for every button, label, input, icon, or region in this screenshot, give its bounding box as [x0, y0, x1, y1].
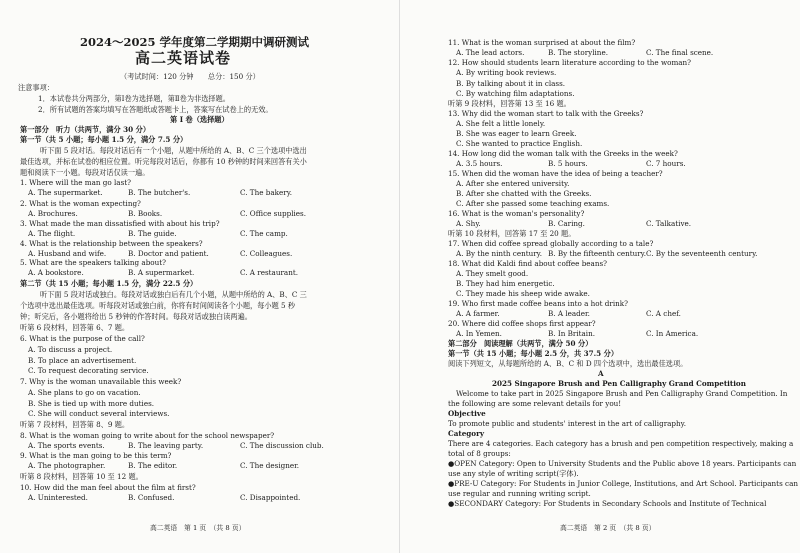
text-line: C. After she passed some teaching exams.	[456, 199, 610, 208]
answer-option: C. By the seventeenth century.	[646, 249, 758, 258]
text-line: 1．本试卷共分两部分，第Ⅰ卷为选择题，第Ⅱ卷为非选择题。	[38, 94, 230, 103]
text-line: 第一节（共 15 小题；每小题 2.5 分，共 37.5 分）	[448, 349, 619, 358]
answer-option: B. 5 hours.	[548, 159, 588, 168]
text-line: 8. What is the woman going to write about for the school newspaper?	[20, 431, 275, 440]
text-line: 2. What is the woman expecting?	[20, 199, 141, 208]
text-line: use any style of writing script(字体).	[448, 469, 579, 478]
text-line: A. After she entered university.	[456, 179, 570, 188]
text-line: 4. What is the relationship between the speakers?	[20, 239, 203, 248]
text-line: Category	[448, 429, 485, 438]
text-line: 个选项中选出最佳选项。听每段对话或独白前，你将有时间阅读各个小题，每小题 5 秒	[20, 301, 296, 310]
text-line: 第一部分 听力（共两节，满分 30 分）	[20, 125, 151, 134]
text-line: C. By watching film adaptations.	[456, 89, 575, 98]
page-footer: 高二英语 第 2 页 （共 8 页）	[560, 524, 656, 532]
text-line: 9. What is the man going to be this term?	[20, 451, 172, 460]
answer-option: A. The sports events.	[28, 441, 105, 450]
answer-option: C. 7 hours.	[646, 159, 686, 168]
text-line: 15. When did the woman have the idea of being a teacher?	[448, 169, 663, 178]
text-line: 2．所有试题的答案均填写在答题纸或答题卡上，答案写在试卷上的无效。	[38, 105, 273, 114]
answer-option: B. Doctor and patient.	[128, 249, 209, 258]
text-line: 14. How long did the woman talk with the Greeks in the week?	[448, 149, 678, 158]
text-line: 2025 Singapore Brush and Pen Calligraphy Grand Competition	[492, 379, 746, 388]
text-line: B. To place an advertisement.	[28, 356, 137, 365]
text-line: 5. What are the speakers talking about?	[20, 258, 167, 267]
answer-option: B. The storyline.	[548, 48, 608, 57]
text-line: To promote public and students' interest in the art of calligraphy.	[448, 419, 687, 428]
text-line: 6. What is the purpose of the call?	[20, 334, 145, 343]
answer-option: A. Brochures.	[28, 209, 78, 218]
text-line: 11. What is the woman surprised at about the film?	[448, 38, 636, 47]
text-line: A. By writing book reviews.	[456, 68, 557, 77]
page-footer: 高二英语 第 1 页 （共 8 页）	[150, 524, 246, 532]
text-line: 最佳选项，并标在试卷的相应位置。听完每段对话后，你都有 10 秒钟的时间来回答有关小	[20, 157, 307, 166]
text-line: C. She wanted to practice English.	[456, 139, 583, 148]
text-line: 1. Where will the man go last?	[20, 178, 132, 187]
text-line: 听第 6 段材料，回答第 6、7 题。	[20, 323, 130, 332]
answer-option: A. 3.5 hours.	[456, 159, 503, 168]
text-line: 听下面 5 段对话。每段对话后有一个小题，从题中所给的 A、B、C 三个选项中选出	[40, 146, 307, 155]
text-line: 听下面 5 段对话或独白。每段对话或独白后有几个小题，从题中所给的 A、B、C 三	[40, 290, 307, 299]
text-line: 13. Why did the woman start to talk with the Greeks?	[448, 109, 644, 118]
answer-option: A. A bookstore.	[28, 268, 84, 277]
text-line: B. After she chatted with the Greeks.	[456, 189, 592, 198]
answer-option: C. The final scene.	[646, 48, 714, 57]
text-line: Objective	[448, 409, 486, 418]
answer-option: A. The lead actors.	[456, 48, 525, 57]
answer-option: A. A farmer.	[456, 309, 500, 318]
answer-option: C. A chef.	[646, 309, 681, 318]
answer-option: A. Shy.	[456, 219, 481, 228]
text-line: 第二部分 阅读理解（共两节，满分 50 分）	[448, 339, 593, 348]
text-line: A. She plans to go on vacation.	[28, 388, 141, 397]
text-line: 7. Why is the woman unavailable this week?	[20, 377, 182, 386]
text-line: C. They made his sheep wide awake.	[456, 289, 590, 298]
answer-option: B. In Britain.	[548, 329, 596, 338]
text-line: There are 4 categories. Each category has a brush and pen competition respectively, making a	[448, 439, 794, 448]
text-line: 题和阅读下一小题。每段对话仅读一遍。	[20, 168, 150, 177]
text-line: B. By talking about it in class.	[456, 79, 566, 88]
text-line: B. They had him energetic.	[456, 279, 555, 288]
text-line: A. They smelt good.	[456, 269, 529, 278]
text-line: C. She will conduct several interviews.	[28, 409, 170, 418]
text-line: use regular and running writing script.	[448, 489, 591, 498]
text-line: Welcome to take part in 2025 Singapore Brush and Pen Calligraphy Grand Competition. In	[456, 389, 788, 398]
text-line: 10. How did the man feel about the film at first?	[20, 483, 196, 492]
answer-option: A. The photographer.	[28, 461, 106, 470]
text-line: B. She was eager to learn Greek.	[456, 129, 577, 138]
answer-option: C. Office supplies.	[240, 209, 307, 218]
answer-option: A. In Yemen.	[456, 329, 502, 338]
text-line: ●OPEN Category: Open to University Students and the Public above 18 years. Participants can	[448, 459, 797, 468]
answer-option: A. Husband and wife.	[28, 249, 107, 258]
text-line: A	[598, 369, 604, 378]
text-line: 17. When did coffee spread globally according to a tale?	[448, 239, 654, 248]
text-line: （考试时间：120 分钟 总分：150 分）	[120, 72, 260, 81]
answer-option: B. Books.	[128, 209, 163, 218]
answer-option: C. The bakery.	[240, 188, 293, 197]
text-line: A. She felt a little lonely.	[456, 119, 546, 128]
text-line: 听第 10 段材料，回答第 17 至 20 题。	[448, 229, 576, 238]
text-line: 听第 9 段材料，回答第 13 至 16 题。	[448, 99, 571, 108]
text-line: 16. What is the woman's personality?	[448, 209, 585, 218]
text-line: 注意事项：	[18, 83, 54, 92]
answer-option: A. Uninterested.	[28, 493, 88, 502]
answer-option: B. Caring.	[548, 219, 585, 228]
text-line: 听第 8 段材料，回答第 10 至 12 题。	[20, 472, 143, 481]
answer-option: B. The butcher's.	[128, 188, 191, 197]
answer-option: A. The supermarket.	[28, 188, 103, 197]
answer-option: C. In America.	[646, 329, 699, 338]
text-line: 2024～2025 学年度第二学期期中调研测试	[80, 35, 310, 49]
answer-option: B. By the fifteenth century.	[548, 249, 647, 258]
answer-option: B. The guide.	[128, 229, 177, 238]
answer-option: B. The leaving party.	[128, 441, 204, 450]
text-line: B. She is tied up with more duties.	[28, 399, 155, 408]
answer-option: C. The designer.	[240, 461, 300, 470]
answer-option: C. Colleagues.	[240, 249, 293, 258]
text-line: 阅读下列短文，从每题所给的 A、B、C 和 D 四个选项中，选出最佳选项。	[448, 359, 688, 368]
text-line: 高二英语试卷	[135, 49, 232, 67]
answer-option: A. The flight.	[28, 229, 76, 238]
text-line: 听第 7 段材料，回答第 8、9 题。	[20, 420, 130, 429]
text-line: 20. Where did coffee shops first appear?	[448, 319, 596, 328]
answer-option: C. The camp.	[240, 229, 288, 238]
answer-option: C. The discussion club.	[240, 441, 324, 450]
text-line: 3. What made the man dissatisfied with about his trip?	[20, 219, 220, 228]
answer-option: B. The editor.	[128, 461, 178, 470]
answer-option: B. A leader.	[548, 309, 590, 318]
answer-option: B. Confused.	[128, 493, 175, 502]
answer-option: C. A restaurant.	[240, 268, 298, 277]
answer-option: C. Talkative.	[646, 219, 692, 228]
answer-option: A. By the ninth century.	[456, 249, 543, 258]
answer-option: C. Disappointed.	[240, 493, 301, 502]
answer-option: B. A supermarket.	[128, 268, 195, 277]
text-line: the following are some relevant details for you!	[448, 399, 622, 408]
text-line: 19. Who first made coffee beans into a hot drink?	[448, 299, 628, 308]
text-line: C. To request decorating service.	[28, 366, 149, 375]
text-line: 第一节（共 5 小题；每小题 1.5 分，满分 7.5 分）	[20, 135, 188, 144]
text-line: 第二节（共 15 小题；每小题 1.5 分，满分 22.5 分）	[20, 279, 198, 288]
text-line: 12. How should students learn literature according to the woman?	[448, 58, 692, 67]
text-line: 第 Ⅰ 卷（选择题）	[170, 115, 229, 124]
text-line: ●SECONDARY Category: For Students in Secondary Schools and Institute of Technical	[448, 499, 767, 508]
text-line: 18. What did Kaldi find about coffee beans?	[448, 259, 607, 268]
text-line: A. To discuss a project.	[28, 345, 113, 354]
text-line: ●PRE-U Category: For Students in Junior College, Institutions, and Art School. Participants can	[448, 479, 798, 488]
text-line: 钟；听完后，各小题将给出 5 秒钟的作答时间。每段对话或独白读两遍。	[20, 312, 252, 321]
exam-page-2	[400, 0, 800, 553]
text-line: total of 8 groups:	[448, 449, 511, 458]
